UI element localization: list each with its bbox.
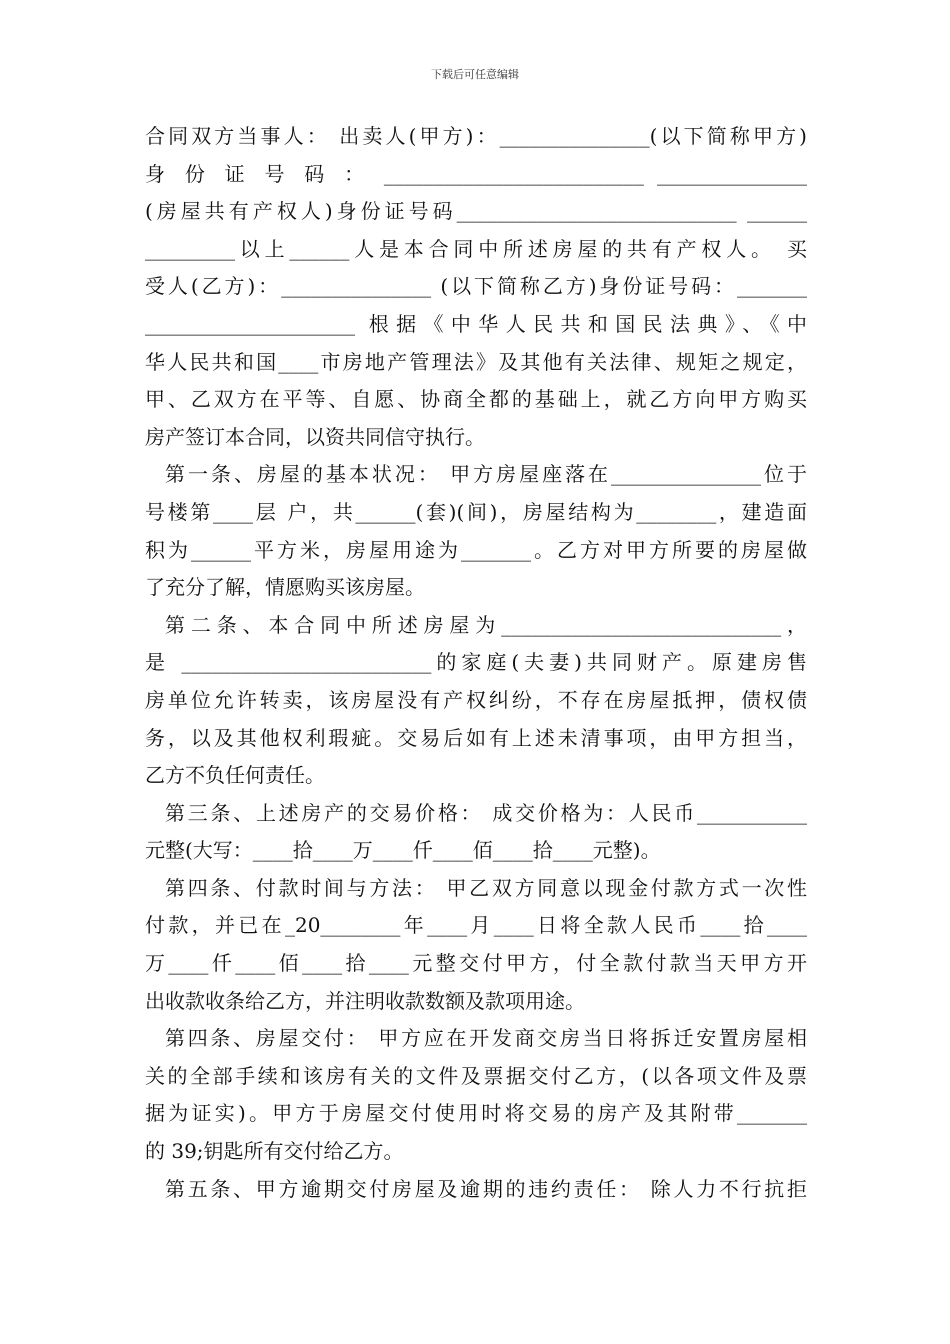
text-line: 受人(乙方)：_______________ (以下简称乙方)身份证号码：_______	[145, 274, 807, 299]
text-line: 据为证实)。甲方于房屋交付使用时将交易的房产及其附带_______	[145, 1101, 807, 1126]
contract-body	[145, 118, 807, 1208]
text-line: 第五条、甲方逾期交付房屋及逾期的违约责任： 除人力不行抗拒	[165, 1176, 807, 1201]
text-line: 是 _________________________的家庭(夫妻)共同财产。原建房售	[145, 650, 807, 675]
text-line: 合同双方当事人： 出卖人(甲方)：_______________(以下简称甲方)	[145, 124, 807, 148]
text-line: 关的全部手续和该房有关的文件及票据交付乙方，(以各项文件及票	[145, 1063, 807, 1088]
text-line: 乙方不负任何责任。	[145, 763, 325, 788]
text-line: 付款，并已在_20________年____月____日将全款人民币____拾____	[145, 913, 807, 938]
text-line: 房单位允许转卖，该房屋没有产权纠纷，不存在房屋抵押，债权债	[145, 687, 807, 712]
text-line: 第四条、房屋交付： 甲方应在开发商交房当日将拆迁安置房屋相	[165, 1026, 807, 1051]
text-line: 积为______平方米，房屋用途为_______。乙方对甲方所要的房屋做	[145, 537, 807, 562]
text-line: 的 39;钥匙所有交付给乙方。	[145, 1139, 404, 1164]
page-header-note: 下载后可任意编辑	[431, 68, 519, 81]
text-line: _____________________ 根据《中华人民共和国民法典》、《中	[145, 311, 807, 336]
text-line: 务，以及其他权利瑕疵。交易后如有上述未清事项，由甲方担当，	[145, 725, 807, 750]
text-line: 房产签订本合同，以资共同信守执行。	[145, 424, 485, 449]
text-line: _________以上______人是本合同中所述房屋的共有产权人。 买	[145, 236, 807, 261]
text-line: 元整(大写：____拾____万____仟____佰____拾____元整)。	[145, 838, 661, 863]
text-line: 号楼第____层 户，共______(套)(间)，房屋结构为________，建造面	[145, 499, 807, 524]
text-line: 第三条、上述房产的交易价格： 成交价格为：人民币___________	[165, 800, 807, 825]
text-line: 华人民共和国____市房地产管理法》及其他有关法律、规矩之规定，	[145, 349, 807, 374]
text-line: (房屋共有产权人)身份证号码____________________________ ______	[145, 199, 807, 224]
text-line: 第四条、付款时间与方法： 甲乙双方同意以现金付款方式一次性	[165, 875, 807, 900]
text-line: 第一条、房屋的基本状况： 甲方房屋座落在_______________位于	[165, 462, 807, 487]
text-line: 万____仟____佰____拾____元整交付甲方，付全款付款当天甲方开	[145, 951, 807, 976]
text-line: 第二条、本合同中所述房屋为____________________________，	[165, 612, 807, 637]
text-line: 身 份 证 号 码 ： __________________________ _______________	[145, 161, 807, 186]
text-line: 甲、乙双方在平等、自愿、协商全都的基础上，就乙方向甲方购买	[145, 387, 807, 412]
text-line: 了充分了解，情愿购买该房屋。	[145, 575, 425, 600]
text-line: 出收款收条给乙方，并注明收款数额及款项用途。	[145, 988, 585, 1013]
